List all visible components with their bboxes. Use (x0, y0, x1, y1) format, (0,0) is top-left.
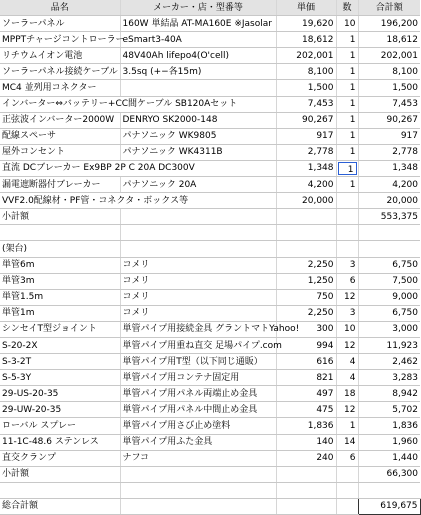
cell-qty[interactable]: 14 (336, 434, 358, 450)
cell-name[interactable]: ソーラーパネル接続ケーブル (0, 64, 120, 80)
cell-price[interactable]: 20,000 (276, 193, 336, 209)
cell-price[interactable]: 821 (276, 370, 336, 386)
cell-total[interactable]: 6,750 (358, 305, 420, 321)
subtotal-label[interactable]: 総合計額 (0, 498, 120, 514)
cell-total[interactable]: 1,440 (358, 450, 420, 466)
subtotal-row (0, 209, 420, 225)
cell-name[interactable]: S-3-2T (0, 354, 120, 370)
cell-total[interactable]: 202,001 (358, 48, 420, 64)
empty-cell[interactable] (336, 209, 358, 225)
selected-cell-outline[interactable]: 1 (338, 162, 357, 175)
cell-qty[interactable]: 1 (336, 418, 358, 434)
cell-maker[interactable] (120, 80, 276, 96)
cell-qty[interactable]: 3 (336, 257, 358, 273)
cell-price[interactable]: 917 (276, 128, 336, 144)
cell-name[interactable]: 29-UW-20-35 (0, 402, 120, 418)
empty-cell[interactable] (120, 241, 276, 257)
cell-price[interactable]: 475 (276, 402, 336, 418)
cell-qty[interactable]: 1 (336, 128, 358, 144)
subtotal-value[interactable]: 619,675 (358, 498, 420, 514)
cell-price[interactable]: 497 (276, 386, 336, 402)
table-row (0, 434, 420, 450)
empty-cell[interactable] (336, 466, 358, 482)
cell-price[interactable]: 19,620 (276, 16, 336, 32)
cell-total[interactable]: 18,612 (358, 32, 420, 48)
table-row (0, 96, 420, 112)
cell-qty[interactable]: 12 (336, 289, 358, 305)
cell-price[interactable]: 616 (276, 354, 336, 370)
table-row (0, 48, 420, 64)
cell-name[interactable]: 29-US-20-35 (0, 386, 120, 402)
table-row (0, 321, 420, 337)
cell-total[interactable]: 3,000 (358, 321, 420, 337)
cell-price[interactable]: 300 (276, 321, 336, 337)
cell-name[interactable]: ローバル スプレー (0, 418, 120, 434)
empty-cell[interactable] (276, 466, 336, 482)
header-maker[interactable]: メーカー・店・型番等 (120, 0, 276, 16)
cell-name[interactable]: 直交クランプ (0, 450, 120, 466)
subtotal-row (0, 466, 420, 482)
cell-qty[interactable]: 12 (336, 402, 358, 418)
cell-price[interactable]: 202,001 (276, 48, 336, 64)
header-price[interactable]: 単価 (276, 0, 336, 16)
empty-cell[interactable] (336, 498, 358, 514)
cell-maker[interactable]: コメリ (120, 257, 276, 273)
cell-price[interactable]: 2,778 (276, 144, 336, 160)
cell-price[interactable]: 2,250 (276, 257, 336, 273)
cell-price[interactable]: 18,612 (276, 32, 336, 48)
cell-qty[interactable]: 1 (336, 80, 358, 96)
cell-total[interactable]: 7,453 (358, 96, 420, 112)
empty-cell[interactable] (120, 498, 276, 514)
cell-maker[interactable]: コメリ (120, 305, 276, 321)
cell-name[interactable]: 単管1.5m (0, 289, 120, 305)
table-row (0, 337, 420, 353)
cell-maker[interactable]: 160W 単結晶 AT-MA160E ※Jasolar (120, 16, 276, 32)
cell-price[interactable]: 1,250 (276, 273, 336, 289)
cell-name[interactable]: 単管1m (0, 305, 120, 321)
cell-qty[interactable]: 4 (336, 354, 358, 370)
cell-name[interactable]: 単管6m (0, 257, 120, 273)
empty-cell[interactable] (120, 482, 276, 498)
cell-price[interactable]: 7,453 (276, 96, 336, 112)
cell-qty[interactable]: 1 (336, 112, 358, 128)
cell-name[interactable]: S-5-3Y (0, 370, 120, 386)
cell-price[interactable]: 750 (276, 289, 336, 305)
empty-cell[interactable] (336, 482, 358, 498)
cell-price[interactable]: 994 (276, 337, 336, 353)
cell-qty[interactable] (336, 193, 358, 209)
cell-qty[interactable]: 4 (336, 370, 358, 386)
cell-maker[interactable]: 単管パイプ用重ね直交 足場パイプ.com (120, 337, 276, 353)
header-qty[interactable]: 数 (336, 0, 358, 16)
cell-maker[interactable]: 48V40Ah lifepo4(O'cell) (120, 48, 276, 64)
cell-maker[interactable]: 単管パイプ用接続金具 グラントマトYahoo! (120, 321, 276, 337)
table-row (0, 450, 420, 466)
cell-total[interactable]: 2,778 (358, 144, 420, 160)
cell-price[interactable]: 140 (276, 434, 336, 450)
cell-qty[interactable]: 6 (336, 450, 358, 466)
cell-price[interactable]: 4,200 (276, 177, 336, 193)
cell-name[interactable]: リチウムイオン電池 (0, 48, 120, 64)
empty-cell[interactable] (276, 225, 336, 241)
empty-cell[interactable] (336, 225, 358, 241)
cell-maker[interactable]: 3.5sq (+−各15m) (120, 64, 276, 80)
cell-total[interactable]: 4,200 (358, 177, 420, 193)
empty-row (0, 225, 420, 241)
cell-name[interactable]: 屋外コンセント (0, 144, 120, 160)
cell-maker[interactable]: パナソニック WK9805 (120, 128, 276, 144)
table-row (0, 177, 420, 193)
table-row (0, 354, 420, 370)
table-row (0, 193, 420, 209)
cell-qty-selected[interactable] (336, 160, 358, 176)
cell-total[interactable]: 3,283 (358, 370, 420, 386)
subtotal-value[interactable]: 553,375 (358, 209, 420, 225)
table-row (0, 418, 420, 434)
cell-total[interactable]: 6,750 (358, 257, 420, 273)
cell-name[interactable]: インバーター⇔バッテリー+CC間ケーブル SB120Aセット (0, 96, 276, 112)
table-row (0, 289, 420, 305)
cell-qty[interactable]: 10 (336, 321, 358, 337)
cell-maker[interactable]: ナフコ (120, 450, 276, 466)
cell-price[interactable]: 240 (276, 450, 336, 466)
table-row (0, 370, 420, 386)
cell-qty[interactable]: 12 (336, 337, 358, 353)
table-row (0, 144, 420, 160)
cell-qty[interactable]: 1 (336, 48, 358, 64)
cell-maker[interactable]: パナソニック WK4311B (120, 144, 276, 160)
cell-total[interactable]: 196,200 (358, 16, 420, 32)
cell-name[interactable]: 漏電遮断器付ブレーカー (0, 177, 120, 193)
table-row (0, 112, 420, 128)
cell-name[interactable]: シンセイT型ジョイント (0, 321, 120, 337)
cell-qty[interactable]: 1 (336, 96, 358, 112)
cell-maker[interactable]: パナソニック 20A (120, 177, 276, 193)
empty-cell[interactable] (358, 241, 420, 257)
table-row (0, 273, 420, 289)
cell-total[interactable]: 1,500 (358, 80, 420, 96)
table-row (0, 305, 420, 321)
empty-cell[interactable] (336, 241, 358, 257)
table-row (0, 32, 420, 48)
table-row (0, 16, 420, 32)
empty-cell[interactable] (358, 225, 420, 241)
table-row (0, 64, 420, 80)
cell-total[interactable]: 90,267 (358, 112, 420, 128)
empty-row (0, 482, 420, 498)
table-row (0, 386, 420, 402)
table-row (0, 128, 420, 144)
cell-name[interactable]: 配線スペーサ (0, 128, 120, 144)
cell-name[interactable]: ソーラーパネル (0, 16, 120, 32)
cell-qty[interactable]: 10 (336, 16, 358, 32)
cell-name[interactable]: 直流 DCブレーカー Ex9BP 2P C 20A DC300V (0, 160, 276, 176)
cell-total[interactable]: 9,000 (358, 289, 420, 305)
empty-cell[interactable] (276, 209, 336, 225)
table-row (0, 402, 420, 418)
cell-price[interactable]: 1,836 (276, 418, 336, 434)
cell-total[interactable]: 1,836 (358, 418, 420, 434)
cell-price[interactable]: 8,100 (276, 64, 336, 80)
subtotal-row (0, 498, 420, 514)
cell-qty[interactable]: 1 (336, 144, 358, 160)
cell-total[interactable]: 8,100 (358, 64, 420, 80)
cell-maker[interactable]: eSmart3-40A (120, 32, 276, 48)
table-row (0, 80, 420, 96)
cell-qty[interactable]: 1 (336, 64, 358, 80)
cell-total[interactable]: 1,960 (358, 434, 420, 450)
section-label[interactable]: (架台) (0, 241, 120, 257)
cell-maker[interactable]: 単管パイプ用パネル両端止め金具 (120, 386, 276, 402)
table-row (0, 257, 420, 273)
section-label-row (0, 241, 420, 257)
cell-qty[interactable]: 6 (336, 273, 358, 289)
empty-cell[interactable] (0, 225, 120, 241)
cell-name[interactable]: 正弦波インバーター2000W (0, 112, 120, 128)
header-row (0, 0, 420, 16)
cell-name[interactable]: MPPTチャージコントローラー (0, 32, 120, 48)
cell-total[interactable]: 2,462 (358, 354, 420, 370)
subtotal-value[interactable]: 66,300 (358, 466, 420, 482)
subtotal-label[interactable]: 小計額 (0, 466, 120, 482)
empty-cell[interactable] (120, 225, 276, 241)
cell-price[interactable]: 90,267 (276, 112, 336, 128)
cell-price[interactable]: 1,500 (276, 80, 336, 96)
cell-qty[interactable]: 1 (336, 32, 358, 48)
cell-price[interactable]: 2,250 (276, 305, 336, 321)
header-total[interactable]: 合計額 (358, 0, 420, 16)
cell-maker[interactable]: コメリ (120, 273, 276, 289)
table-row (0, 160, 420, 176)
subtotal-label[interactable]: 小計額 (0, 209, 120, 225)
cell-name[interactable]: 単管3m (0, 273, 120, 289)
empty-cell[interactable] (120, 209, 276, 225)
cell-maker[interactable]: 単管パイプ用さび止め塗料 (120, 418, 276, 434)
cell-maker[interactable]: コメリ (120, 289, 276, 305)
cell-name[interactable]: VVF2.0配線材・PF管・コネクタ・ボックス等 (0, 193, 276, 209)
empty-cell[interactable] (0, 482, 120, 498)
cell-qty[interactable]: 1 (336, 177, 358, 193)
cell-total[interactable]: 20,000 (358, 193, 420, 209)
empty-cell[interactable] (276, 482, 336, 498)
cell-qty[interactable]: 3 (336, 305, 358, 321)
cell-maker[interactable]: 単管パイプ用パネル中間止め金具 (120, 402, 276, 418)
empty-cell[interactable] (276, 241, 336, 257)
cell-total[interactable]: 5,702 (358, 402, 420, 418)
cell-qty[interactable]: 18 (336, 386, 358, 402)
cell-maker[interactable]: DENRYO SK2000-148 (120, 112, 276, 128)
cell-maker[interactable]: 単管パイプ用コンテナ固定用 (120, 370, 276, 386)
header-name[interactable]: 品名 (0, 0, 120, 16)
cell-maker[interactable]: 単管パイプ用ふた金具 (120, 434, 276, 450)
empty-cell[interactable] (358, 482, 420, 498)
cell-total[interactable]: 8,942 (358, 386, 420, 402)
cell-name[interactable]: 11-1C-48.6 ステンレス (0, 434, 120, 450)
cell-total[interactable]: 11,923 (358, 337, 420, 353)
empty-cell[interactable] (276, 498, 336, 514)
cell-total[interactable]: 917 (358, 128, 420, 144)
cell-maker[interactable]: 単管パイプ用T型（以下同じ通販） (120, 354, 276, 370)
cell-name[interactable]: MC4 並列用コネクター (0, 80, 120, 96)
cell-price[interactable]: 1,348 (276, 160, 336, 176)
cell-name[interactable]: S-20-2X (0, 337, 120, 353)
cell-total[interactable]: 1,348 (358, 160, 420, 176)
cell-total[interactable]: 7,500 (358, 273, 420, 289)
empty-cell[interactable] (120, 466, 276, 482)
